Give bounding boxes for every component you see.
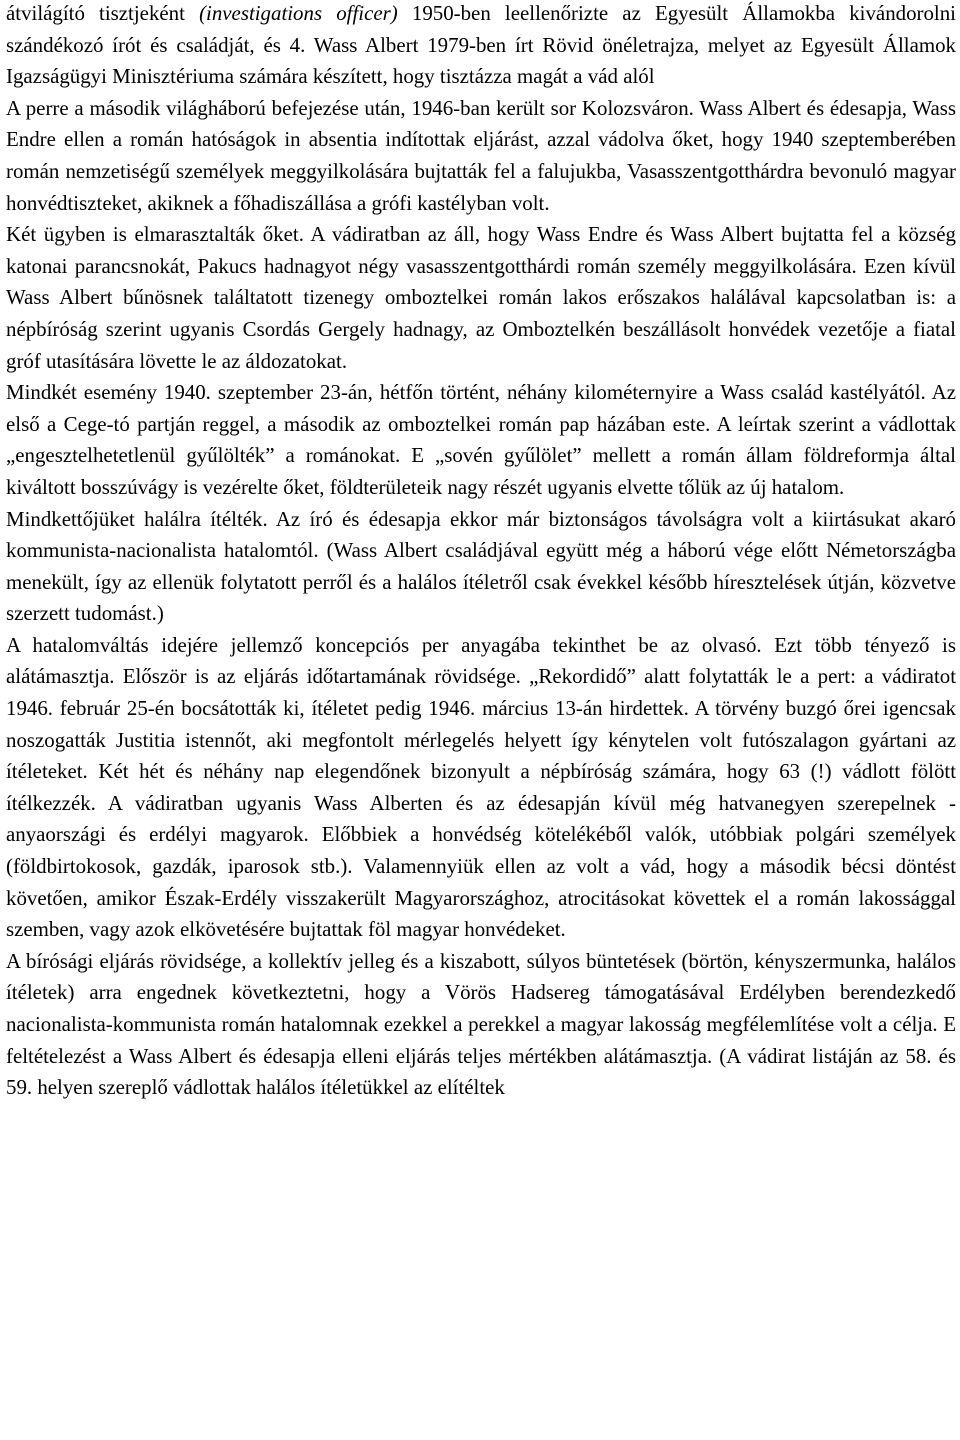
paragraph-4: Mindkét esemény 1940. szeptember 23-án, hétfőn történt, néhány kilométernyire a Wass család kastélyától. Az első a Cege-tó partján reggel, a második az omboztelkei román pap házában este. A leírtak szerint a vádlottak „engesztelhetetlenül gyűlölték” a románokat. E „sovén gyűlölet” mellett a román állam földreformja által kiváltott bosszúvágy is vezérelte őket, földterületeik nagy részét ugyanis elvette tőlük az új hatalom. — [6, 380, 956, 499]
paragraph-2: A perre a második világháború befejezése után, 1946-ban került sor Kolozsváron. Wass Albert és édesapja, Wass Endre ellen a román hatóságok in absentia indítottak eljárást, azzal vádolva őket, hogy 1940 szeptemberében román nemzetiségű személyek meggyilkolására bujtatták fel a falujukba, Vasasszentgotthárdra bevonuló magyar honvédtiszteket, akiknek a főhadiszállása a grófi kastélyban volt. — [6, 95, 956, 215]
paragraph-6: A hatalomváltás idejére jellemző koncepciós per anyagába tekinthet be az olvasó. Ezt több tényező is alátámasztja. Először is az eljárás időtartamának rövidsége. „Rekordidő” alatt folytatták le a pert: a vádiratot 1946. február 25-én bocsátották ki, ítéletet pedig 1946. március 13-án hirdettek. A törvény buzgó őrei igencsak noszogatták Justitia istennőt, aki megfontolt mérlegelés helyett így kénytelen volt futószalagon gyártani az ítéleteket. Két hét és néhány nap elegendőnek bizonyult a népbíróság számára, hogy 63 (!) vádlott fölött ítélkezzék. A vádiratban ugyanis Wass Alberten és az édesapján kívül még hatvanegyen szerepelnek - anyaországi és erdélyi magyarok. Előbbiek a honvédség kötelékéből valók, utóbbiak polgári személyek (földbirtokosok, gazdák, iparosok stb.). Valamennyiük ellen az volt a vád, hogy a második bécsi döntést követően, amikor Észak-Erdély visszakerült Magyarországhoz, atrocitásokat követtek el a román lakossággal szemben, vagy azok elkövetésére bujtattak föl magyar honvédeket. — [6, 632, 956, 942]
paragraph-1-before: átvilágító tisztjeként — [6, 1, 200, 25]
paragraph-1-after: 1950-ben leellenőrizte az Egyesült Államokba kivándorolni szándékozó írót és családját, és 4. Wass Albert 1979-ben írt Rövid önéletrajza, melyet az Egyesült Államok Igazságügyi Minisztériuma számára készített, hogy tisztázza magát a vád alól — [6, 1, 956, 89]
paragraph-1-italic: (investigations officer) — [199, 1, 398, 25]
document-page — [6, 0, 956, 1104]
paragraph-7: A bírósági eljárás rövidsége, a kollektív jelleg és a kiszabott, súlyos büntetések (börtön, kényszermunka, halálos ítéletek) arra engednek következtetni, hogy a Vörös Hadsereg támogatásával Erdélyben berendezkedő nacionalista-kommunista román hatalomnak ezekkel a perekkel a magyar lakosság megfélemlítése volt a célja. E feltételezést a Wass Albert és édesapja elleni eljárás teljes mértékben alátámasztja. (A vádirat listáján az 58. és 59. helyen szereplő vádlottak halálos ítéletükkel az elítéltek — [6, 948, 956, 1100]
paragraph-1 — [6, 0, 956, 93]
paragraph-5: Mindkettőjüket halálra ítélték. Az író és édesapja ekkor már biztonságos távolságra volt a kiirtásukat akaró kommunista-nacionalista hatalomtól. (Wass Albert családjával együtt még a háború vége előtt Németországba menekült, így az ellenük folytatott perről és a halálos ítéletről csak évekkel később híresztelések útján, közvetve szerzett tudomást.) — [6, 506, 956, 626]
paragraph-3: Két ügyben is elmarasztalták őket. A vádiratban az áll, hogy Wass Endre és Wass Albert bujtatta fel a község katonai parancsnokát, Pakucs hadnagyot négy vasasszentgotthárdi román személy meggyilkolására. Ezen kívül Wass Albert bűnösnek találtatott tizenegy omboztelkei román lakos erőszakos halálával kapcsolatban is: a népbíróság szerint ugyanis Csordás Gergely hadnagy, az Omboztelkén beszállásolt honvédek vezetője a fiatal gróf utasítására lövette le az áldozatokat. — [6, 222, 956, 373]
